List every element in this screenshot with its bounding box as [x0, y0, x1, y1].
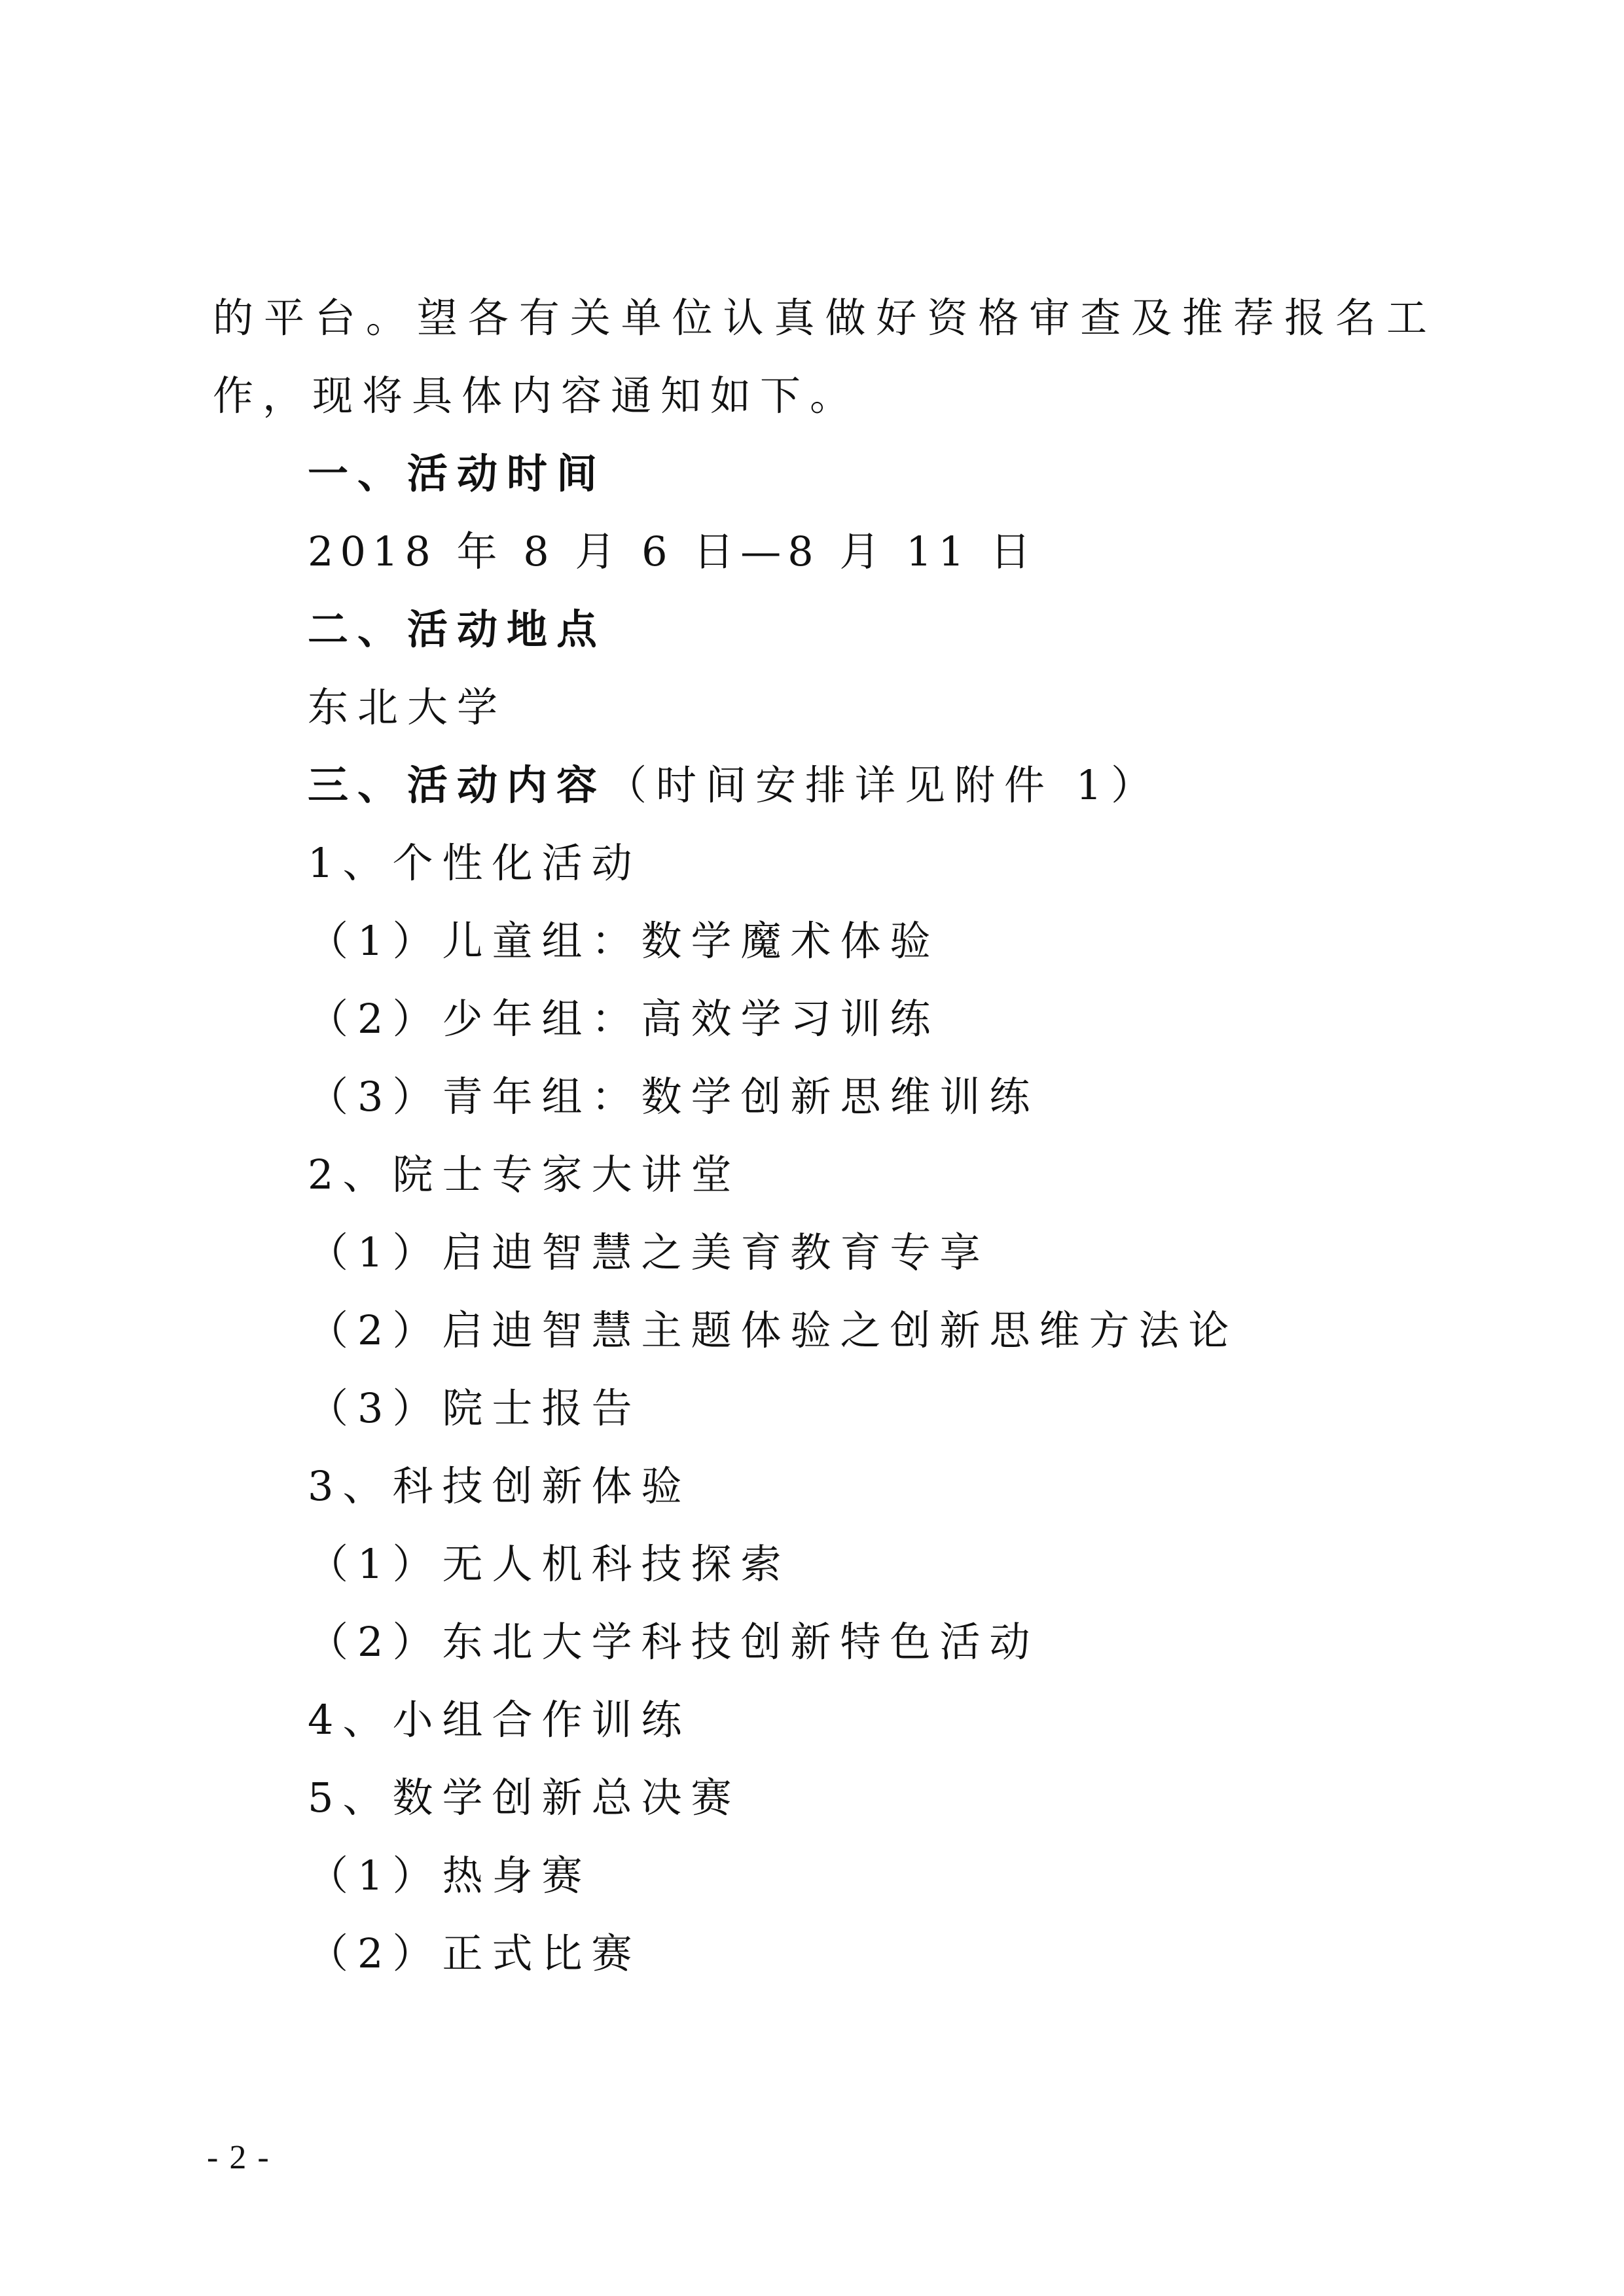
section-1-content: 2018 年 8 月 6 日—8 月 11 日 [308, 528, 1038, 575]
list-item: 1、个性化活动 [308, 839, 641, 887]
list-item: 4、小组合作训练 [308, 1696, 691, 1744]
list-item: （2）正式比赛 [308, 1929, 641, 1977]
intro-paragraph-line-2: 作，现将具体内容通知如下。 [213, 372, 860, 420]
list-item: （1）热身赛 [308, 1852, 592, 1899]
section-2-title: 二、活动地点 [308, 605, 607, 653]
list-item: 3、科技创新体验 [308, 1462, 691, 1510]
list-item: （1）启迪智慧之美育教育专享 [308, 1229, 990, 1276]
section-3-title: 三、活动内容 [308, 761, 607, 809]
section-2-content: 东北大学 [308, 683, 507, 731]
section-3-header [308, 759, 1161, 812]
list-item: （1）儿童组：数学魔术体验 [308, 917, 940, 965]
list-item: （3）青年组：数学创新思维训练 [308, 1073, 1039, 1121]
intro-paragraph-line-1: 的平台。望各有关单位认真做好资格审查及推荐报名工 [213, 294, 1427, 342]
page-number: - 2 - [207, 2139, 270, 2176]
list-item: 2、院士专家大讲堂 [308, 1151, 741, 1198]
list-item: （2）启迪智慧主题体验之创新思维方法论 [308, 1306, 1238, 1354]
list-item: （1）无人机科技探索 [308, 1540, 791, 1588]
list-item: （3）院士报告 [308, 1384, 641, 1432]
list-item: （2）东北大学科技创新特色活动 [308, 1618, 1039, 1666]
section-3-note: （时间安排详见附件 1） [606, 761, 1161, 809]
list-item: （2）少年组：高效学习训练 [308, 995, 940, 1043]
section-1-title: 一、活动时间 [308, 450, 607, 497]
list-item: 5、数学创新总决赛 [308, 1774, 741, 1821]
